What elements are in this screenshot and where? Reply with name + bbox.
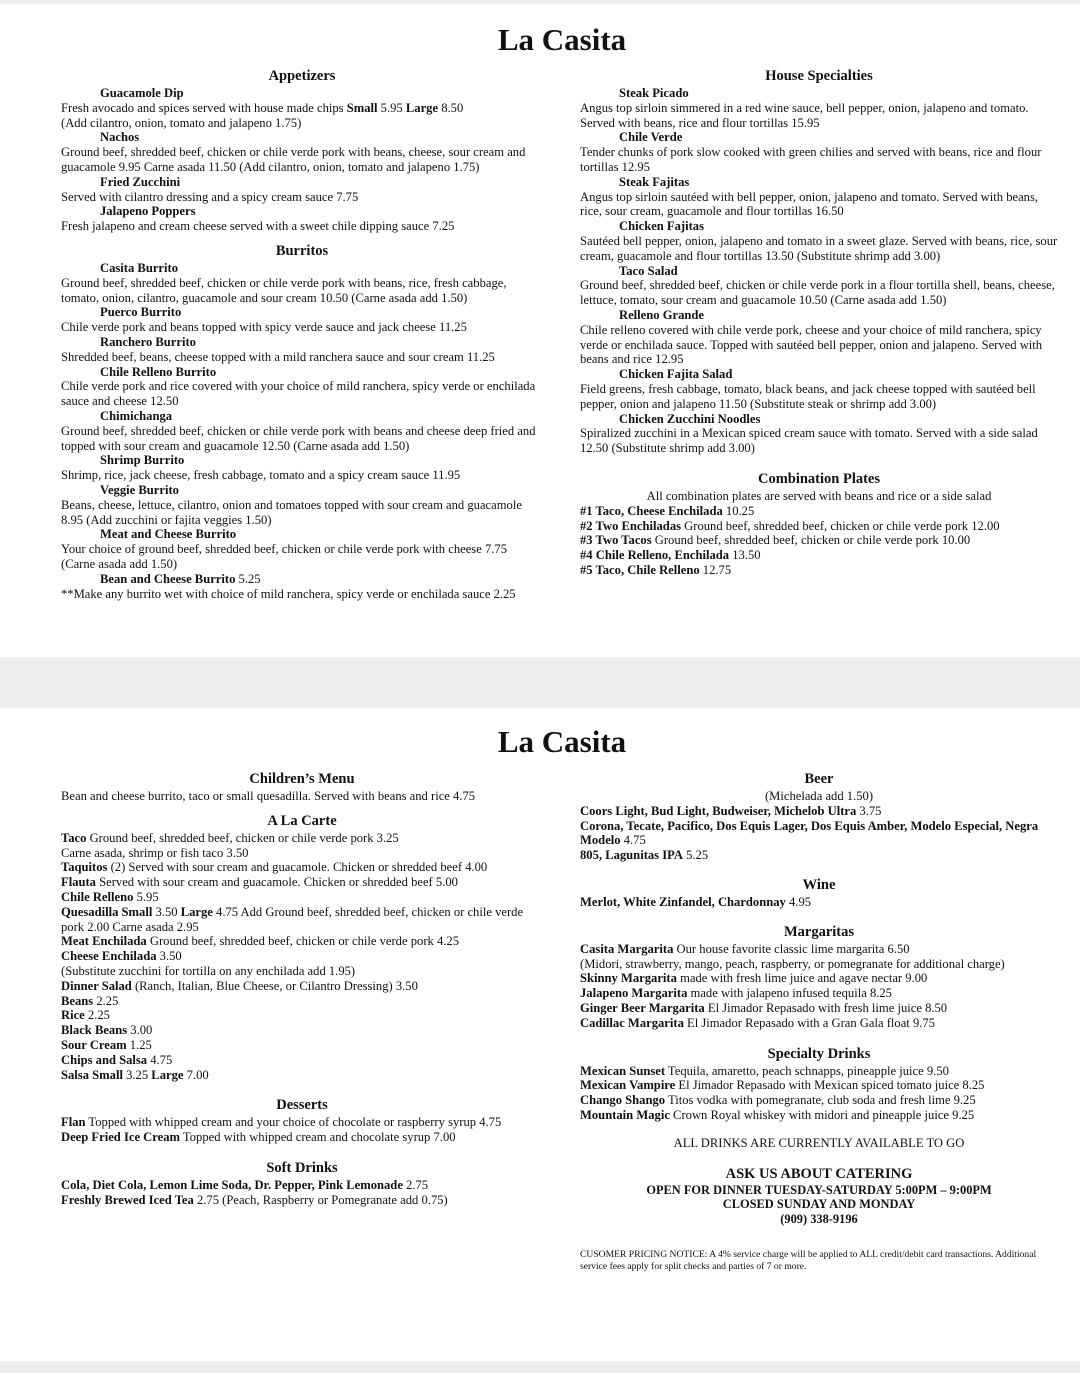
page-title: La Casita xyxy=(497,22,627,57)
carte-item: Carne asada, shrimp or fish taco 3.50 xyxy=(61,845,249,860)
item-desc: Field greens, fresh cabbage, tomato, black beans, and jack cheese topped with sautéed bell pepper, onion and jalapeno 11.50 (Substitute steak or shrimp add 3.00) xyxy=(580,381,1036,411)
dessert-item: Flan Topped with whipped cream and your choice of chocolate or raspberry syrup 4.75 xyxy=(61,1115,502,1130)
carte-item: Beans 2.25 xyxy=(61,993,119,1008)
section-title-beer: Beer xyxy=(804,771,834,787)
item-name: Chicken Fajitas xyxy=(619,219,705,234)
item-name-bean-and-cheese: Bean and Cheese Burrito 5.25 xyxy=(100,571,261,586)
beer-item: 805, Lagunitas IPA 5.25 xyxy=(580,848,709,863)
right-column xyxy=(580,68,1058,578)
item-name: Chimichanga xyxy=(100,408,173,423)
item-desc: Ground beef, shredded beef, chicken or chile verde pork with beans, cheese, sour cream and guacamole 9.95 Carne asada 11.50 (Add cilantro, onion, tomato and jalapeno 1.75) xyxy=(61,145,526,174)
specialty-drink-item: Mexican Vampire El Jimador Repasado with Mexican spiced tomato juice 8.25 xyxy=(580,1078,985,1093)
section-title-specialty-drinks: Specialty Drinks xyxy=(767,1045,871,1062)
carte-item: Rice 2.25 xyxy=(61,1008,110,1023)
carte-item: (Substitute zucchini for tortilla on any enchilada add 1.95) xyxy=(61,963,356,978)
combo-item: #1 Taco, Cheese Enchilada 10.25 xyxy=(580,503,755,518)
specialty-drink-item: Mexican Sunset Tequila, amaretto, peach schnapps, pineapple juice 9.50 xyxy=(580,1063,949,1078)
section-title-appetizers: Appetizers xyxy=(268,68,336,84)
item-name: Nachos xyxy=(100,130,140,145)
beer-item: Coors Light, Bud Light, Budweiser, Michelob Ultra 3.75 xyxy=(580,803,882,818)
item-name: Chile Relleno Burrito xyxy=(100,364,217,379)
to-go-note: ALL DRINKS ARE CURRENTLY AVAILABLE TO GO xyxy=(673,1135,965,1150)
left-column xyxy=(61,771,543,1208)
margarita-item: Skinny Margarita made with fresh lime juice and agave nectar 9.00 xyxy=(580,971,928,986)
childrens-menu-desc: Bean and cheese burrito, taco or small quesadilla. Served with beans and rice 4.75 xyxy=(61,789,476,803)
item-name: Veggie Burrito xyxy=(100,482,179,497)
item-desc: Angus top sirloin sautéed with bell pepper, onion, jalapeno and tomato. Served with beans, rice, sour cream, guacamole and flour tortillas 16.50 xyxy=(580,189,1039,219)
section-title-combination-plates: Combination Plates xyxy=(757,470,881,487)
margarita-note: (Midori, strawberry, mango, peach, raspberry, or pomegranate for additional charge) xyxy=(580,956,1005,971)
item-name: Puerco Burrito xyxy=(100,305,182,320)
combo-item: #4 Chile Relleno, Enchilada 13.50 xyxy=(580,548,761,563)
specialty-drink-item: Chango Shango Titos vodka with pomegranate, club soda and fresh lime 9.25 xyxy=(580,1093,976,1108)
left-column xyxy=(61,68,543,601)
right-column xyxy=(580,771,1058,1273)
specialty-drink-item: Mountain Magic Crown Royal whiskey with midori and pineapple juice 9.25 xyxy=(580,1107,975,1122)
item-desc: Your choice of ground beef, shredded beef, chicken or chile verde pork with cheese 7.75 (Carne asada add 1.50) xyxy=(61,542,507,571)
carte-item: Sour Cream 1.25 xyxy=(61,1037,152,1052)
carte-item: Taco Ground beef, shredded beef, chicken or chile verde pork 3.25 xyxy=(61,830,399,845)
drink-item: Freshly Brewed Iced Tea 2.75 (Peach, Raspberry or Pomegranate add 0.75) xyxy=(61,1192,448,1207)
item-name: Relleno Grande xyxy=(619,307,705,322)
carte-item: Black Beans 3.00 xyxy=(61,1023,153,1038)
item-name: Ranchero Burrito xyxy=(100,334,196,349)
combo-item: #2 Two Enchiladas Ground beef, shredded beef, chicken or chile verde pork 12.00 xyxy=(580,518,1000,533)
item-desc: Chile verde pork and beans topped with spicy verde sauce and jack cheese 11.25 xyxy=(61,320,467,335)
item-name: Meat and Cheese Burrito xyxy=(100,527,237,542)
item-desc: Fresh avocado and spices served with house made chips Small 5.95 Large 8.50 (Add cilantro, onion, tomato and jalapeno 1.75) xyxy=(61,100,464,130)
item-desc: Served with cilantro dressing and a spicy cream sauce 7.75 xyxy=(61,189,359,204)
item-desc: Chile verde pork and rice covered with your choice of mild ranchera, spicy verde or enchilada sauce and cheese 12.50 xyxy=(61,379,536,409)
item-name: Fried Zucchini xyxy=(100,174,181,189)
section-title-childrens-menu: Children’s Menu xyxy=(249,771,355,787)
section-title-margaritas: Margaritas xyxy=(783,923,855,940)
burrito-wet-note: **Make any burrito wet with choice of mild ranchera, spicy verde or enchilada sauce 2.25 xyxy=(61,586,516,601)
phone-number: (909) 338-9196 xyxy=(780,1212,858,1227)
carte-item: Cheese Enchilada 3.50 xyxy=(61,949,182,964)
item-name: Shrimp Burrito xyxy=(100,453,185,468)
combo-item: #5 Taco, Chile Relleno 12.75 xyxy=(580,562,732,577)
margarita-item: Casita Margarita Our house favorite classic lime margarita 6.50 xyxy=(580,941,910,956)
item-name: Steak Picado xyxy=(619,86,689,100)
item-desc: Shredded beef, beans, cheese topped with a mild ranchera sauce and sour cream 11.25 xyxy=(61,349,495,364)
hours-line: OPEN FOR DINNER TUESDAY-SATURDAY 5:00PM – 9:00PM xyxy=(646,1182,992,1197)
combo-item: #3 Two Tacos Ground beef, shredded beef, chicken or chile verde pork 10.00 xyxy=(580,533,971,548)
carte-item: Flauta Served with sour cream and guacamole. Chicken or shredded beef 5.00 xyxy=(61,875,458,890)
item-desc: Sautéed bell pepper, onion, jalapeno and tomato in a sweet glaze. Served with beans, rice, sour cream, guacamole and flour tortillas 13.50 (Substitute shrimp add 3.00) xyxy=(580,233,1058,263)
item-desc: Chile relleno covered with chile verde pork, cheese and your choice of mild ranchera, spicy verde or enchilada sauce. Topped with sautéed bell pepper, onion and jalapeno. Served with beans and rice 12.95 xyxy=(580,322,1043,367)
beer-subtitle: (Michelada add 1.50) xyxy=(764,789,874,803)
catering-title: ASK US ABOUT CATERING xyxy=(725,1165,913,1182)
carte-item: Chile Relleno 5.95 xyxy=(61,889,159,904)
closed-line: CLOSED SUNDAY AND MONDAY xyxy=(722,1197,916,1212)
dessert-item: Deep Fried Ice Cream Topped with whipped cream and chocolate syrup 7.00 xyxy=(61,1130,456,1145)
item-name: Chicken Zucchini Noodles xyxy=(619,411,761,426)
item-name: Chicken Fajita Salad xyxy=(619,367,733,382)
item-name: Taco Salad xyxy=(619,263,678,278)
page-title: La Casita xyxy=(497,724,627,759)
item-desc: Spiralized zucchini in a Mexican spiced cream sauce with tomato. Served with a side salad 12.50 (Substitute shrimp add 3.00) xyxy=(580,426,1038,456)
carte-item: Salsa Small 3.25 Large 7.00 xyxy=(61,1067,209,1082)
item-name: Jalapeno Poppers xyxy=(100,204,196,219)
section-title-wine: Wine xyxy=(802,876,836,893)
carte-item: Taquitos (2) Served with sour cream and guacamole. Chicken or shredded beef 4.00 xyxy=(61,860,488,875)
beer-item: Corona, Tecate, Pacifico, Dos Equis Lager, Dos Equis Amber, Modelo Especial, Negra Modelo 4.75 xyxy=(580,818,1039,848)
item-name: Steak Fajitas xyxy=(619,174,690,189)
section-title-a-la-carte: A La Carte xyxy=(267,812,337,829)
item-desc: Ground beef, shredded beef, chicken or chile verde pork in a flour tortilla shell, beans, cheese, lettuce, tomato, sour cream and guacamole 10.50 (Carne asada add 1.50) xyxy=(580,278,1055,308)
menu-page-2 xyxy=(0,708,1080,1361)
section-title-burritos: Burritos xyxy=(275,242,329,259)
item-name: Chile Verde xyxy=(619,130,683,145)
carte-item: Dinner Salad (Ranch, Italian, Blue Cheese, or Cilantro Dressing) 3.50 xyxy=(61,978,418,993)
item-desc: Angus top sirloin simmered in a red wine sauce, bell pepper, onion, jalapeno and tomato. Served with beans, rice and flour tortillas 15.95 xyxy=(580,100,1029,130)
item-name: Guacamole Dip xyxy=(100,86,184,100)
item-desc: Ground beef, shredded beef, chicken or chile verde pork with beans and cheese deep fried and topped with sour cream and guacamole 12.50 (Carne asada add 1.50) xyxy=(61,423,536,453)
item-desc: Beans, cheese, lettuce, cilantro, onion and tomatoes topped with sour cream and guacamole 8.95 (Add zucchini or fajita veggies 1.50) xyxy=(61,497,522,527)
drink-item: Cola, Diet Cola, Lemon Lime Soda, Dr. Pepper, Pink Lemonade 2.75 xyxy=(61,1177,429,1192)
item-desc: Ground beef, shredded beef, chicken or chile verde pork with beans, rice, fresh cabbage, tomato, onion, cilantro, guacamole and sour cream 10.50 (Carne asada add 1.50) xyxy=(61,275,507,305)
section-title-soft-drinks: Soft Drinks xyxy=(266,1159,338,1176)
wine-item: Merlot, White Zinfandel, Chardonnay 4.95 xyxy=(580,894,812,909)
item-desc: Fresh jalapeno and cream cheese served with a sweet chile dipping sauce 7.25 xyxy=(61,219,455,234)
carte-item: Quesadilla Small 3.50 Large 4.75 Add Ground beef, shredded beef, chicken or chile verde pork 2.00 Carne asada 2.95 xyxy=(61,904,524,934)
carte-item: Meat Enchilada Ground beef, shredded beef, chicken or chile verde pork 4.25 xyxy=(61,934,459,949)
margarita-item: Cadillac Margarita El Jimador Repasado with a Gran Gala float 9.75 xyxy=(580,1015,935,1030)
menu-page-1 xyxy=(0,4,1080,657)
item-desc: Tender chunks of pork slow cooked with green chilies and served with beans, rice and flour tortillas 12.95 xyxy=(580,145,1042,174)
margarita-item: Ginger Beer Margarita El Jimador Repasado with fresh lime juice 8.50 xyxy=(580,1000,948,1015)
section-title-desserts: Desserts xyxy=(276,1097,328,1114)
pricing-notice: CUSOMER PRICING NOTICE: A 4% service charge will be applied to ALL credit/debit card transactions. Additional service fees apply for split checks and parties of 7 or more. xyxy=(580,1248,1037,1272)
section-title-house-specialties: House Specialties xyxy=(765,68,873,84)
item-desc: Shrimp, rice, jack cheese, fresh cabbage, tomato and a spicy cream sauce 11.95 xyxy=(61,468,461,483)
combination-subtitle: All combination plates are served with beans and rice or a side salad xyxy=(646,488,992,503)
margarita-item: Jalapeno Margarita made with jalapeno infused tequila 8.25 xyxy=(580,986,892,1001)
item-name: Casita Burrito xyxy=(100,260,179,275)
carte-item: Chips and Salsa 4.75 xyxy=(61,1052,173,1067)
